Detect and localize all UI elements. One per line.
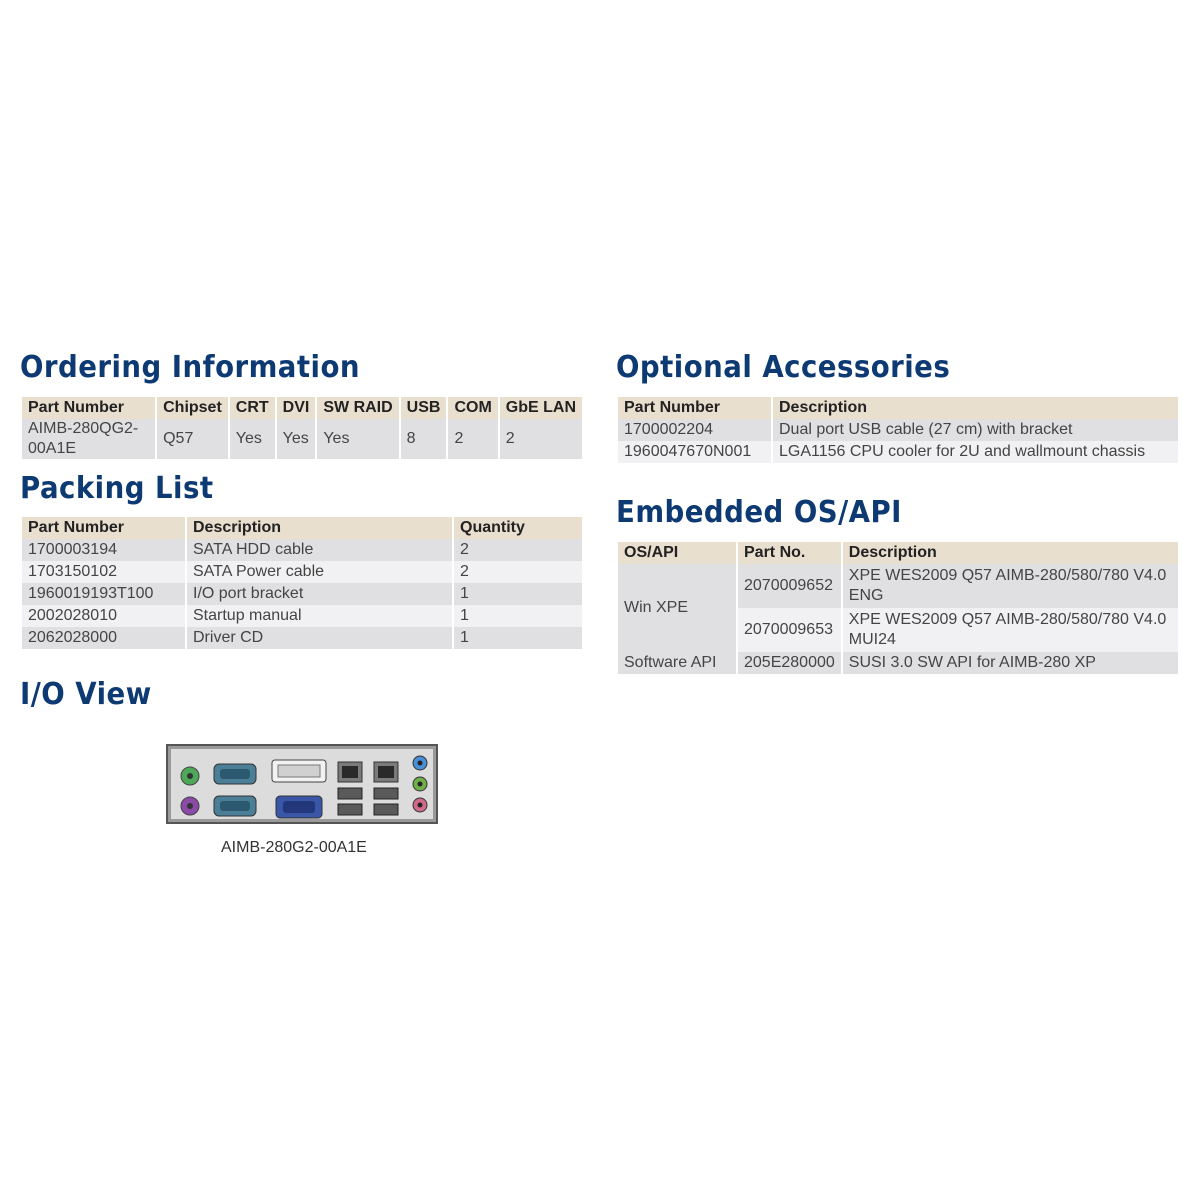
table-cell: 205E280000: [738, 652, 841, 674]
table-cell: 1: [454, 583, 582, 605]
table-cell: SATA HDD cable: [187, 539, 452, 561]
table-cell: 2062028000: [22, 627, 185, 649]
table-cell: Yes: [317, 419, 398, 459]
table-cell: 1: [454, 605, 582, 627]
table-cell: SATA Power cable: [187, 561, 452, 583]
vga-port-icon: [276, 796, 322, 818]
table-row: [22, 419, 582, 459]
table-cell: 2070009652: [738, 564, 841, 608]
packing-header-row: [22, 517, 582, 539]
embedded-header-cell: Description: [843, 542, 1178, 564]
header-cell: Chipset: [157, 397, 228, 419]
table-cell: I/O port bracket: [187, 583, 452, 605]
table-cell: 1700003194: [22, 539, 185, 561]
audio-line-out-icon: [413, 777, 427, 791]
table-cell: LGA1156 CPU cooler for 2U and wallmount chassis: [773, 441, 1178, 463]
table-row: [618, 652, 1178, 674]
dvi-port-icon: [272, 760, 326, 782]
embedded-os-api-title: Embedded OS/API: [616, 495, 902, 530]
lan-port-right-icon: [374, 762, 398, 782]
header-cell: USB: [401, 397, 447, 419]
table-cell: Driver CD: [187, 627, 452, 649]
com-port-bottom-icon: [214, 796, 256, 816]
ordering-table: [20, 397, 584, 459]
header-cell: GbE LAN: [500, 397, 582, 419]
table-cell: SUSI 3.0 SW API for AIMB-280 XP: [843, 652, 1178, 674]
header-cell: Description: [187, 517, 452, 539]
table-row: [22, 627, 582, 649]
table-cell: 1700002204: [618, 419, 771, 441]
table-cell: 2: [454, 561, 582, 583]
table-cell: 1960047670N001: [618, 441, 771, 463]
table-cell: Yes: [230, 419, 275, 459]
audio-mic-in-icon: [413, 798, 427, 812]
ordering-info-title: Ordering Information: [20, 350, 360, 385]
embedded-os-table: [616, 542, 1180, 674]
embedded-header-cell: Part No.: [738, 542, 841, 564]
header-cell: Quantity: [454, 517, 582, 539]
table-cell: 2: [500, 419, 582, 459]
table-cell: XPE WES2009 Q57 AIMB-280/580/780 V4.0 MUI24: [843, 608, 1178, 652]
os-group-winxpe: Win XPE: [618, 564, 736, 652]
embedded-header-cell: OS/API: [618, 542, 736, 564]
table-cell: AIMB-280QG2-00A1E: [22, 419, 155, 459]
table-cell: Q57: [157, 419, 228, 459]
lan-port-left-icon: [338, 762, 362, 782]
header-cell: DVI: [277, 397, 316, 419]
accessories-header-row: [618, 397, 1178, 419]
table-row: [618, 419, 1178, 441]
header-cell: Part Number: [22, 397, 155, 419]
header-cell: Part Number: [22, 517, 185, 539]
io-view-title: I/O View: [20, 677, 152, 712]
os-group-software-api: Software API: [618, 652, 736, 674]
header-cell: SW RAID: [317, 397, 398, 419]
table-cell: 2: [448, 419, 497, 459]
audio-line-in-icon: [413, 756, 427, 770]
table-cell: Yes: [277, 419, 316, 459]
table-row: [22, 539, 582, 561]
ps2-mouse-icon: [181, 767, 199, 785]
table-row: [22, 605, 582, 627]
table-cell: XPE WES2009 Q57 AIMB-280/580/780 V4.0 ENG: [843, 564, 1178, 608]
ordering-header-row: [22, 397, 582, 419]
packing-table: [20, 517, 584, 649]
com-port-top-icon: [214, 764, 256, 784]
packing-list-title: Packing List: [20, 471, 214, 506]
table-row: [22, 583, 582, 605]
table-cell: 2002028010: [22, 605, 185, 627]
header-cell: Part Number: [618, 397, 771, 419]
table-row: [22, 561, 582, 583]
table-row: [618, 441, 1178, 463]
table-cell: 2070009653: [738, 608, 841, 652]
table-cell: Startup manual: [187, 605, 452, 627]
table-cell: 2: [454, 539, 582, 561]
header-cell: CRT: [230, 397, 275, 419]
header-cell: Description: [773, 397, 1178, 419]
header-cell: COM: [448, 397, 497, 419]
io-panel-image: [166, 744, 438, 824]
table-cell: 1960019193T100: [22, 583, 185, 605]
table-cell: 8: [401, 419, 447, 459]
accessories-table: [616, 397, 1180, 463]
table-cell: Dual port USB cable (27 cm) with bracket: [773, 419, 1178, 441]
optional-accessories-title: Optional Accessories: [616, 350, 951, 385]
embedded-header-row: [618, 542, 1178, 564]
ps2-keyboard-icon: [181, 797, 199, 815]
table-cell: 1703150102: [22, 561, 185, 583]
io-view-caption: AIMB-280G2-00A1E: [221, 839, 367, 856]
table-row: [618, 564, 1178, 608]
table-cell: 1: [454, 627, 582, 649]
